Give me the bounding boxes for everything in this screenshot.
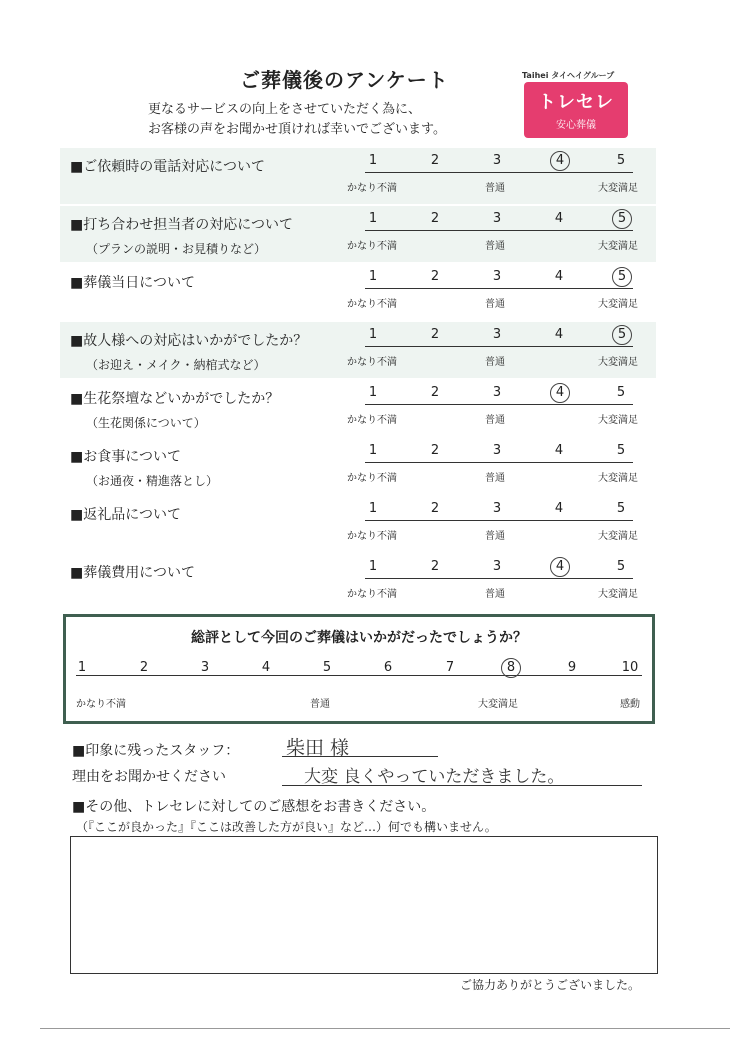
scale-line bbox=[365, 230, 633, 231]
scale-line bbox=[365, 462, 633, 463]
question-row bbox=[60, 322, 656, 378]
overall-option[interactable]: 7 bbox=[445, 660, 455, 675]
question-row bbox=[60, 206, 656, 262]
scale-option[interactable]: 2 bbox=[430, 559, 440, 574]
overall-label-mid: 普通 bbox=[310, 699, 330, 710]
overall-option[interactable]: 4 bbox=[261, 660, 271, 675]
staff-underline bbox=[282, 756, 438, 757]
scale-label-high: 大変満足 bbox=[598, 357, 638, 368]
scale-label-mid: 普通 bbox=[485, 473, 505, 484]
scale-option[interactable]: 1 bbox=[368, 501, 378, 516]
scale-option[interactable]: 2 bbox=[430, 327, 440, 342]
scale-option[interactable]: 5 bbox=[616, 443, 626, 458]
reason-underline bbox=[282, 785, 642, 786]
scale-option[interactable]: 2 bbox=[430, 443, 440, 458]
overall-label-top: 感動 bbox=[620, 699, 640, 710]
scale-line bbox=[365, 346, 633, 347]
overall-label-high: 大変満足 bbox=[478, 699, 518, 710]
scale-label-high: 大変満足 bbox=[598, 241, 638, 252]
scale-option[interactable]: 3 bbox=[492, 153, 502, 168]
scale-label-high: 大変満足 bbox=[598, 299, 638, 310]
scale-label-mid: 普通 bbox=[485, 531, 505, 542]
page-title: ご葬儀後のアンケート bbox=[240, 68, 449, 92]
scale-label-mid: 普通 bbox=[485, 589, 505, 600]
scale-option[interactable]: 1 bbox=[368, 385, 378, 400]
scale-label-low: かなり不満 bbox=[347, 357, 397, 368]
question-row bbox=[60, 380, 656, 436]
question-row bbox=[60, 496, 656, 552]
brand-logo bbox=[524, 82, 628, 138]
scale-option[interactable]: 2 bbox=[430, 385, 440, 400]
question-title: ■お食事について bbox=[70, 449, 181, 465]
question-title: ■葬儀当日について bbox=[70, 275, 195, 291]
scale-option[interactable]: 3 bbox=[492, 385, 502, 400]
question-subtitle: （お通夜・精進落とし） bbox=[86, 474, 219, 488]
scale-label-mid: 普通 bbox=[485, 241, 505, 252]
question-subtitle: （プランの説明・お見積りなど） bbox=[86, 242, 267, 256]
scale-option[interactable]: 2 bbox=[430, 501, 440, 516]
brand-group-label: Taihei タイヘイグループ bbox=[522, 71, 615, 80]
scale-option-selected[interactable]: 4 bbox=[550, 151, 570, 171]
scale-option[interactable]: 4 bbox=[554, 211, 564, 226]
scale-option-selected[interactable]: 5 bbox=[612, 209, 632, 229]
scale-label-high: 大変満足 bbox=[598, 589, 638, 600]
scale-line bbox=[365, 578, 633, 579]
question-title: ■ご依頼時の電話対応について bbox=[70, 159, 265, 175]
scale-label-low: かなり不満 bbox=[347, 589, 397, 600]
scale-option[interactable]: 2 bbox=[430, 269, 440, 284]
question-title: ■打ち合わせ担当者の対応について bbox=[70, 217, 293, 233]
scale-label-mid: 普通 bbox=[485, 357, 505, 368]
scale-option[interactable]: 3 bbox=[492, 443, 502, 458]
scale-option[interactable]: 3 bbox=[492, 269, 502, 284]
intro-line-2: お客様の声をお聞かせ頂ければ幸いでございます。 bbox=[148, 122, 446, 137]
scale-option[interactable]: 2 bbox=[430, 211, 440, 226]
scale-label-mid: 普通 bbox=[485, 299, 505, 310]
scale-line bbox=[365, 288, 633, 289]
scale-line bbox=[365, 404, 633, 405]
scale-line bbox=[365, 520, 633, 521]
question-title: ■生花祭壇などいかがでしたか？ bbox=[70, 391, 280, 407]
staff-label: ■印象に残ったスタッフ： bbox=[72, 743, 240, 759]
scale-label-mid: 普通 bbox=[485, 415, 505, 426]
scale-option[interactable]: 1 bbox=[368, 153, 378, 168]
scale-option[interactable]: 3 bbox=[492, 559, 502, 574]
scale-option[interactable]: 4 bbox=[554, 269, 564, 284]
scale-label-low: かなり不満 bbox=[347, 183, 397, 194]
staff-name-value[interactable]: 柴田 様 bbox=[286, 737, 350, 759]
thanks-message: ご協力ありがとうございました。 bbox=[460, 978, 641, 992]
scale-label-low: かなり不満 bbox=[347, 415, 397, 426]
scale-label-high: 大変満足 bbox=[598, 531, 638, 542]
other-comments-hint: （『ここが良かった』『ここは改善した方が良い』など…）何でも構いません。 bbox=[76, 820, 497, 834]
reason-label: 理由をお聞かせください bbox=[72, 769, 226, 785]
scale-option[interactable]: 5 bbox=[616, 559, 626, 574]
scale-option[interactable]: 5 bbox=[616, 501, 626, 516]
scale-option[interactable]: 1 bbox=[368, 269, 378, 284]
overall-scale-line bbox=[76, 675, 642, 676]
question-row bbox=[60, 264, 656, 320]
scale-label-mid: 普通 bbox=[485, 183, 505, 194]
scale-option[interactable]: 4 bbox=[554, 501, 564, 516]
scale-option[interactable]: 2 bbox=[430, 153, 440, 168]
scale-label-low: かなり不満 bbox=[347, 531, 397, 542]
brand-subtitle: 安心葬儀 bbox=[556, 120, 596, 131]
other-comments-label: ■その他、トレセレに対してのご感想をお書きください。 bbox=[72, 799, 436, 815]
scale-option-selected[interactable]: 4 bbox=[550, 557, 570, 577]
scale-option[interactable]: 3 bbox=[492, 327, 502, 342]
scale-option[interactable]: 4 bbox=[554, 327, 564, 342]
overall-rating-box bbox=[63, 614, 655, 724]
scale-option-selected[interactable]: 4 bbox=[550, 383, 570, 403]
overall-option[interactable]: 9 bbox=[567, 660, 577, 675]
scale-option[interactable]: 3 bbox=[492, 501, 502, 516]
scale-label-low: かなり不満 bbox=[347, 299, 397, 310]
overall-title: 総評として今回のご葬儀はいかがだったでしょうか？ bbox=[191, 630, 527, 646]
scale-option-selected[interactable]: 5 bbox=[612, 267, 632, 287]
question-row bbox=[60, 438, 656, 494]
scale-label-low: かなり不満 bbox=[347, 241, 397, 252]
overall-option[interactable]: 1 bbox=[77, 660, 87, 675]
scale-option[interactable]: 1 bbox=[368, 443, 378, 458]
scale-label-low: かなり不満 bbox=[347, 473, 397, 484]
brand-name: トレセレ bbox=[538, 92, 614, 113]
overall-label-low: かなり不満 bbox=[76, 699, 126, 710]
question-row bbox=[60, 554, 656, 610]
overall-option[interactable]: 2 bbox=[139, 660, 149, 675]
scale-label-high: 大変満足 bbox=[598, 415, 638, 426]
footer-divider bbox=[40, 1028, 730, 1029]
question-title: ■故人様への対応はいかがでしたか？ bbox=[70, 333, 308, 349]
comment-box[interactable] bbox=[70, 836, 658, 974]
scale-option[interactable]: 4 bbox=[554, 443, 564, 458]
scale-line bbox=[365, 172, 633, 173]
reason-value[interactable]: 大変 良くやっていただきました。 bbox=[304, 767, 565, 787]
question-title: ■葬儀費用について bbox=[70, 565, 195, 581]
question-row bbox=[60, 148, 656, 204]
overall-option[interactable]: 5 bbox=[322, 660, 332, 675]
scale-label-high: 大変満足 bbox=[598, 473, 638, 484]
scale-label-high: 大変満足 bbox=[598, 183, 638, 194]
overall-option[interactable]: 3 bbox=[200, 660, 210, 675]
scale-option[interactable]: 5 bbox=[616, 153, 626, 168]
scale-option[interactable]: 1 bbox=[368, 327, 378, 342]
question-title: ■返礼品について bbox=[70, 507, 181, 523]
overall-option-selected[interactable]: 8 bbox=[501, 658, 521, 678]
scale-option-selected[interactable]: 5 bbox=[612, 325, 632, 345]
overall-option[interactable]: 10 bbox=[621, 660, 639, 675]
question-subtitle: （お迎え・メイク・納棺式など） bbox=[86, 358, 266, 372]
scale-option[interactable]: 3 bbox=[492, 211, 502, 226]
intro-line-1: 更なるサービスの向上をさせていただく為に、 bbox=[148, 102, 422, 117]
overall-option[interactable]: 6 bbox=[383, 660, 393, 675]
question-subtitle: （生花関係について） bbox=[86, 416, 206, 430]
scale-option[interactable]: 1 bbox=[368, 211, 378, 226]
scale-option[interactable]: 1 bbox=[368, 559, 378, 574]
scale-option[interactable]: 5 bbox=[616, 385, 626, 400]
